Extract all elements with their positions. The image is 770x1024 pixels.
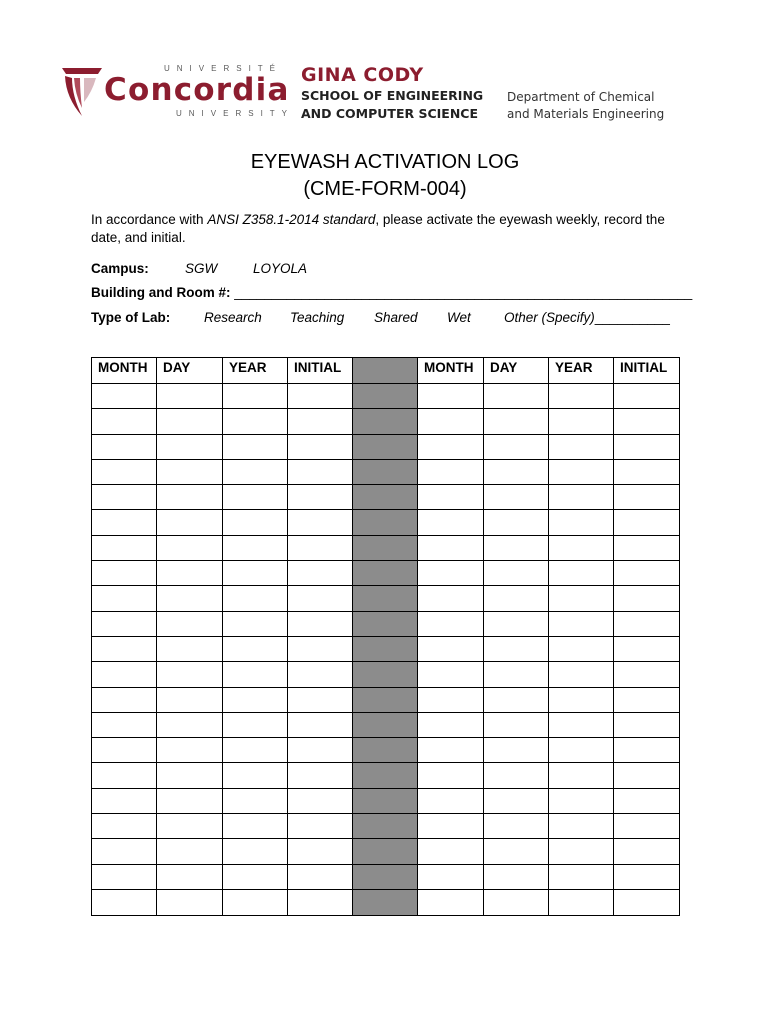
cell-year-right[interactable] — [549, 611, 614, 636]
cell-year-right[interactable] — [549, 738, 614, 763]
cell-year-left[interactable] — [223, 611, 288, 636]
cell-year-right[interactable] — [549, 814, 614, 839]
cell-day-right[interactable] — [484, 409, 549, 434]
cell-day-right[interactable] — [484, 788, 549, 813]
cell-initial-left[interactable] — [288, 636, 353, 661]
cell-year-left[interactable] — [223, 409, 288, 434]
header-initial-left: INITIAL — [288, 358, 353, 384]
cell-day-right[interactable] — [484, 535, 549, 560]
cell-day-left[interactable] — [157, 561, 223, 586]
table-row — [92, 384, 680, 409]
building-row — [91, 285, 692, 300]
cell-initial-right[interactable] — [614, 662, 680, 687]
divider-cell — [353, 535, 418, 560]
lab-type-row — [91, 310, 691, 328]
cell-initial-right[interactable] — [614, 687, 680, 712]
cell-month-right[interactable] — [418, 384, 484, 409]
cell-year-left[interactable] — [223, 788, 288, 813]
lab-option-other-label: Other (Specify) — [504, 310, 595, 325]
cell-month-right[interactable] — [418, 586, 484, 611]
cell-initial-right[interactable] — [614, 485, 680, 510]
school-title: GINA CODY — [301, 64, 424, 86]
cell-month-left[interactable] — [92, 687, 157, 712]
cell-year-right[interactable] — [549, 712, 614, 737]
cell-initial-right[interactable] — [614, 788, 680, 813]
cell-month-right[interactable] — [418, 611, 484, 636]
intro-text-after: , please activate the eyewash weekly, record the date, and initial. — [91, 212, 665, 245]
logo-bottom-text: UNIVERSITY — [176, 109, 295, 118]
log-body — [92, 384, 680, 916]
cell-month-right[interactable] — [418, 788, 484, 813]
table-row — [92, 662, 680, 687]
cell-initial-left[interactable] — [288, 687, 353, 712]
cell-initial-right[interactable] — [614, 636, 680, 661]
cell-year-right[interactable] — [549, 636, 614, 661]
cell-day-left[interactable] — [157, 889, 223, 915]
cell-initial-right[interactable] — [614, 814, 680, 839]
table-row — [92, 839, 680, 864]
cell-year-right[interactable] — [549, 409, 614, 434]
cell-year-left[interactable] — [223, 814, 288, 839]
cell-initial-right[interactable] — [614, 763, 680, 788]
cell-year-left[interactable] — [223, 662, 288, 687]
lab-option-research[interactable]: Research — [204, 310, 262, 325]
cell-day-left[interactable] — [157, 662, 223, 687]
cell-month-right[interactable] — [418, 434, 484, 459]
form-title: EYEWASH ACTIVATION LOG — [250, 151, 520, 173]
cell-year-right[interactable] — [549, 889, 614, 915]
cell-initial-right[interactable] — [614, 738, 680, 763]
table-row — [92, 763, 680, 788]
divider-cell — [353, 788, 418, 813]
table-row — [92, 636, 680, 661]
cell-year-right[interactable] — [549, 586, 614, 611]
cell-year-right[interactable] — [549, 788, 614, 813]
cell-month-left[interactable] — [92, 384, 157, 409]
cell-month-left[interactable] — [92, 561, 157, 586]
cell-month-right[interactable] — [418, 712, 484, 737]
cell-initial-right[interactable] — [614, 434, 680, 459]
divider-cell — [353, 889, 418, 915]
cell-day-right[interactable] — [484, 712, 549, 737]
cell-month-left[interactable] — [92, 409, 157, 434]
divider-cell — [353, 662, 418, 687]
building-label: Building and Room #: — [91, 285, 231, 300]
cell-month-left[interactable] — [92, 611, 157, 636]
cell-initial-right[interactable] — [614, 459, 680, 484]
cell-day-right[interactable] — [484, 864, 549, 889]
table-row — [92, 611, 680, 636]
table-row — [92, 459, 680, 484]
cell-month-left[interactable] — [92, 485, 157, 510]
header-month-left: MONTH — [92, 358, 157, 384]
school-line-1: SCHOOL OF ENGINEERING — [301, 88, 484, 103]
table-row — [92, 889, 680, 915]
building-input-line[interactable]: _____________________________________________________________ — [234, 285, 693, 300]
cell-year-left[interactable] — [223, 687, 288, 712]
campus-row — [91, 261, 691, 279]
cell-month-left[interactable] — [92, 814, 157, 839]
cell-initial-left[interactable] — [288, 712, 353, 737]
cell-day-right[interactable] — [484, 839, 549, 864]
cell-month-right[interactable] — [418, 510, 484, 535]
cell-year-left[interactable] — [223, 384, 288, 409]
cell-initial-left[interactable] — [288, 763, 353, 788]
cell-year-right[interactable] — [549, 687, 614, 712]
cell-initial-right[interactable] — [614, 409, 680, 434]
cell-month-right[interactable] — [418, 662, 484, 687]
cell-initial-right[interactable] — [614, 839, 680, 864]
table-row — [92, 788, 680, 813]
cell-year-left[interactable] — [223, 738, 288, 763]
cell-month-right[interactable] — [418, 839, 484, 864]
cell-day-left[interactable] — [157, 712, 223, 737]
divider-cell — [353, 459, 418, 484]
cell-initial-left[interactable] — [288, 459, 353, 484]
cell-initial-right[interactable] — [614, 889, 680, 915]
department-line-1: Department of Chemical — [507, 90, 655, 104]
divider-cell — [353, 384, 418, 409]
cell-year-right[interactable] — [549, 535, 614, 560]
cell-initial-right[interactable] — [614, 864, 680, 889]
cell-year-left[interactable] — [223, 763, 288, 788]
cell-initial-right[interactable] — [614, 586, 680, 611]
cell-initial-left[interactable] — [288, 839, 353, 864]
cell-initial-left[interactable] — [288, 889, 353, 915]
campus-label: Campus: — [91, 261, 149, 276]
cell-month-left[interactable] — [92, 586, 157, 611]
letterhead — [60, 60, 720, 130]
cell-year-left[interactable] — [223, 459, 288, 484]
cell-year-right[interactable] — [549, 434, 614, 459]
table-row — [92, 586, 680, 611]
cell-initial-left[interactable] — [288, 738, 353, 763]
cell-year-right[interactable] — [549, 864, 614, 889]
cell-month-right[interactable] — [418, 738, 484, 763]
eyewash-log-table — [91, 357, 680, 916]
cell-day-left[interactable] — [157, 839, 223, 864]
cell-month-left[interactable] — [92, 788, 157, 813]
header-month-right: MONTH — [418, 358, 484, 384]
cell-month-left[interactable] — [92, 535, 157, 560]
cell-year-left[interactable] — [223, 636, 288, 661]
cell-day-left[interactable] — [157, 738, 223, 763]
cell-day-right[interactable] — [484, 738, 549, 763]
divider-cell — [353, 687, 418, 712]
cell-initial-left[interactable] — [288, 510, 353, 535]
cell-year-left[interactable] — [223, 839, 288, 864]
table-row — [92, 864, 680, 889]
cell-month-left[interactable] — [92, 459, 157, 484]
table-row — [92, 738, 680, 763]
cell-day-right[interactable] — [484, 434, 549, 459]
cell-initial-left[interactable] — [288, 434, 353, 459]
cell-initial-left[interactable] — [288, 485, 353, 510]
cell-day-left[interactable] — [157, 788, 223, 813]
cell-day-left[interactable] — [157, 763, 223, 788]
cell-month-right[interactable] — [418, 889, 484, 915]
cell-day-left[interactable] — [157, 687, 223, 712]
cell-day-left[interactable] — [157, 409, 223, 434]
divider-cell — [353, 636, 418, 661]
cell-day-right[interactable] — [484, 636, 549, 661]
cell-day-left[interactable] — [157, 814, 223, 839]
cell-year-left[interactable] — [223, 434, 288, 459]
cell-initial-right[interactable] — [614, 535, 680, 560]
cell-month-left[interactable] — [92, 662, 157, 687]
cell-day-right[interactable] — [484, 814, 549, 839]
header-year-right: YEAR — [549, 358, 614, 384]
cell-day-left[interactable] — [157, 636, 223, 661]
cell-initial-right[interactable] — [614, 510, 680, 535]
cell-month-left[interactable] — [92, 864, 157, 889]
lab-option-other[interactable] — [504, 310, 670, 325]
cell-year-right[interactable] — [549, 839, 614, 864]
cell-year-right[interactable] — [549, 485, 614, 510]
cell-year-right[interactable] — [549, 662, 614, 687]
cell-initial-left[interactable] — [288, 384, 353, 409]
cell-day-left[interactable] — [157, 485, 223, 510]
cell-initial-left[interactable] — [288, 611, 353, 636]
cell-day-right[interactable] — [484, 611, 549, 636]
campus-option-sgw[interactable]: SGW — [185, 261, 218, 276]
cell-month-right[interactable] — [418, 864, 484, 889]
header-year-left: YEAR — [223, 358, 288, 384]
cell-day-right[interactable] — [484, 384, 549, 409]
table-row — [92, 434, 680, 459]
cell-day-right[interactable] — [484, 662, 549, 687]
cell-year-left[interactable] — [223, 889, 288, 915]
cell-day-right[interactable] — [484, 889, 549, 915]
cell-year-left[interactable] — [223, 535, 288, 560]
cell-year-right[interactable] — [549, 459, 614, 484]
cell-month-right[interactable] — [418, 763, 484, 788]
cell-day-right[interactable] — [484, 687, 549, 712]
cell-year-right[interactable] — [549, 561, 614, 586]
cell-day-left[interactable] — [157, 384, 223, 409]
table-row — [92, 814, 680, 839]
divider-cell — [353, 839, 418, 864]
cell-initial-left[interactable] — [288, 864, 353, 889]
intro-text-before: In accordance with — [91, 212, 208, 227]
cell-day-right[interactable] — [484, 459, 549, 484]
school-line-2: AND COMPUTER SCIENCE — [301, 106, 478, 121]
cell-month-left[interactable] — [92, 510, 157, 535]
lab-type-label: Type of Lab: — [91, 310, 171, 325]
cell-month-left[interactable] — [92, 712, 157, 737]
divider-cell — [353, 485, 418, 510]
cell-day-right[interactable] — [484, 561, 549, 586]
table-row — [92, 561, 680, 586]
table-row — [92, 687, 680, 712]
cell-month-left[interactable] — [92, 839, 157, 864]
cell-initial-right[interactable] — [614, 611, 680, 636]
header-day-right: DAY — [484, 358, 549, 384]
divider-cell — [353, 561, 418, 586]
divider-cell — [353, 434, 418, 459]
lab-option-teaching[interactable]: Teaching — [290, 310, 345, 325]
form-code: (CME-FORM-004) — [303, 178, 467, 200]
lab-option-shared[interactable]: Shared — [374, 310, 418, 325]
other-specify-line[interactable]: __________ — [594, 310, 670, 325]
lab-option-wet[interactable]: Wet — [447, 310, 471, 325]
cell-year-left[interactable] — [223, 510, 288, 535]
cell-day-left[interactable] — [157, 864, 223, 889]
table-header-row — [92, 358, 680, 384]
cell-initial-left[interactable] — [288, 535, 353, 560]
cell-year-left[interactable] — [223, 485, 288, 510]
cell-month-left[interactable] — [92, 636, 157, 661]
cell-year-left[interactable] — [223, 712, 288, 737]
cell-month-right[interactable] — [418, 485, 484, 510]
cell-initial-left[interactable] — [288, 586, 353, 611]
header-initial-right: INITIAL — [614, 358, 680, 384]
cell-month-left[interactable] — [92, 738, 157, 763]
cell-day-right[interactable] — [484, 763, 549, 788]
cell-day-right[interactable] — [484, 485, 549, 510]
concordia-shield-icon — [60, 62, 104, 118]
table-row — [92, 535, 680, 560]
cell-initial-left[interactable] — [288, 662, 353, 687]
cell-month-right[interactable] — [418, 409, 484, 434]
cell-month-right[interactable] — [418, 535, 484, 560]
cell-day-left[interactable] — [157, 586, 223, 611]
cell-month-left[interactable] — [92, 763, 157, 788]
cell-month-right[interactable] — [418, 636, 484, 661]
divider-column — [353, 358, 418, 384]
intro-standard: ANSI Z358.1-2014 standard — [207, 212, 376, 227]
intro-paragraph — [91, 211, 691, 247]
logo-wordmark: Concordia — [104, 72, 290, 108]
cell-day-left[interactable] — [157, 434, 223, 459]
cell-initial-left[interactable] — [288, 814, 353, 839]
cell-day-left[interactable] — [157, 535, 223, 560]
cell-year-left[interactable] — [223, 864, 288, 889]
header-day-left: DAY — [157, 358, 223, 384]
cell-day-left[interactable] — [157, 611, 223, 636]
cell-initial-left[interactable] — [288, 409, 353, 434]
table-row — [92, 510, 680, 535]
cell-year-left[interactable] — [223, 586, 288, 611]
cell-month-left[interactable] — [92, 889, 157, 915]
cell-year-right[interactable] — [549, 510, 614, 535]
cell-initial-right[interactable] — [614, 712, 680, 737]
cell-day-right[interactable] — [484, 510, 549, 535]
cell-day-right[interactable] — [484, 586, 549, 611]
cell-month-right[interactable] — [418, 459, 484, 484]
cell-initial-left[interactable] — [288, 788, 353, 813]
divider-cell — [353, 409, 418, 434]
cell-month-right[interactable] — [418, 687, 484, 712]
cell-initial-right[interactable] — [614, 384, 680, 409]
divider-cell — [353, 864, 418, 889]
table-row — [92, 409, 680, 434]
cell-year-left[interactable] — [223, 561, 288, 586]
cell-day-left[interactable] — [157, 459, 223, 484]
divider-cell — [353, 712, 418, 737]
divider-cell — [353, 738, 418, 763]
cell-month-right[interactable] — [418, 814, 484, 839]
cell-initial-left[interactable] — [288, 561, 353, 586]
cell-month-right[interactable] — [418, 561, 484, 586]
divider-cell — [353, 586, 418, 611]
divider-cell — [353, 814, 418, 839]
cell-year-right[interactable] — [549, 763, 614, 788]
divider-cell — [353, 763, 418, 788]
table-row — [92, 485, 680, 510]
cell-day-left[interactable] — [157, 510, 223, 535]
cell-year-right[interactable] — [549, 384, 614, 409]
cell-initial-right[interactable] — [614, 561, 680, 586]
logo-top-text: UNIVERSITÉ — [164, 64, 283, 73]
campus-option-loyola[interactable]: LOYOLA — [253, 261, 308, 276]
divider-cell — [353, 510, 418, 535]
department-line-2: and Materials Engineering — [507, 107, 665, 121]
cell-month-left[interactable] — [92, 434, 157, 459]
divider-cell — [353, 611, 418, 636]
table-row — [92, 712, 680, 737]
